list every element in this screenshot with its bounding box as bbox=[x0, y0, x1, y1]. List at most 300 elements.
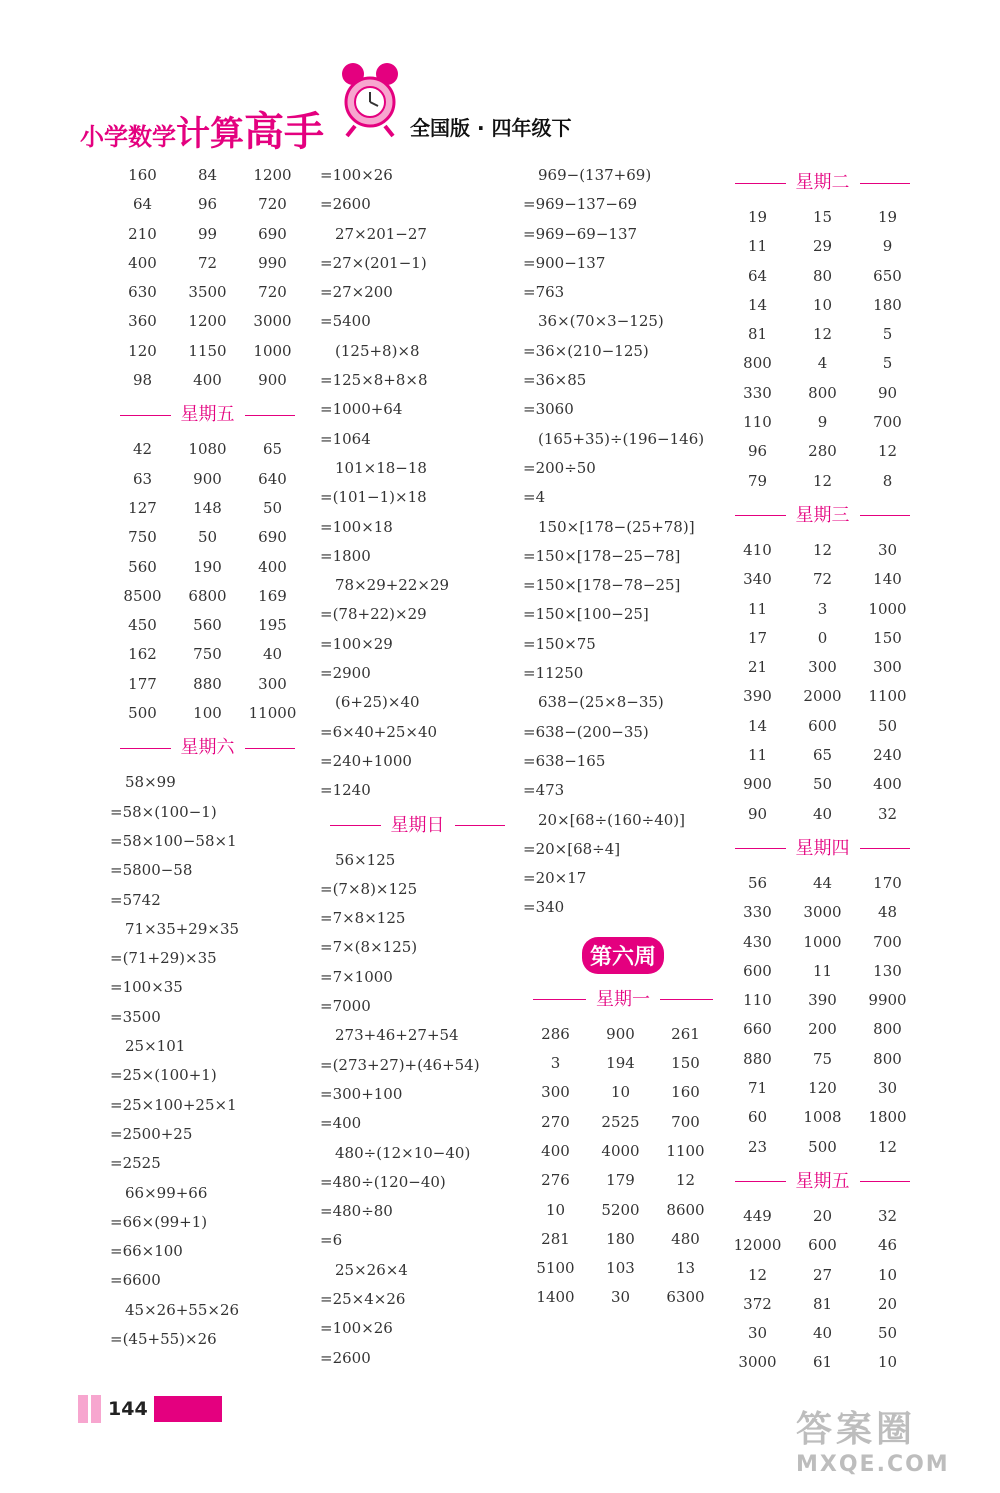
answer-value: 60 bbox=[747, 1108, 768, 1127]
answer-value: 148 bbox=[193, 498, 222, 517]
answer-value: 110 bbox=[743, 413, 772, 432]
answer-value: 500 bbox=[808, 1137, 837, 1156]
answer-row bbox=[725, 536, 920, 565]
answer-value: 700 bbox=[873, 413, 902, 432]
calculation-step: =473 bbox=[523, 781, 565, 800]
answer-value: 560 bbox=[193, 616, 222, 635]
answer-value: 120 bbox=[128, 341, 157, 360]
answer-value: 170 bbox=[873, 873, 902, 892]
answer-value: 12 bbox=[812, 325, 833, 344]
answer-row bbox=[725, 741, 920, 770]
calculation-expression: 638−(25×8−35) bbox=[538, 693, 664, 712]
calculation-step: =6×40+25×40 bbox=[320, 722, 438, 741]
answer-value: 63 bbox=[132, 469, 153, 488]
answer-value: 10 bbox=[610, 1083, 631, 1102]
calculation-step: =638−165 bbox=[523, 751, 606, 770]
page-number: 144 bbox=[108, 1398, 148, 1420]
answer-value: 600 bbox=[808, 716, 837, 735]
answer-row bbox=[725, 408, 920, 437]
column-2 bbox=[320, 161, 515, 1373]
calculation-expression: 56×125 bbox=[335, 850, 396, 869]
watermark-url: MXQE.COM bbox=[796, 1452, 950, 1477]
answer-value: 64 bbox=[747, 266, 768, 285]
answer-value: 330 bbox=[743, 383, 772, 402]
answer-row bbox=[523, 1020, 723, 1049]
answer-row bbox=[523, 1108, 723, 1137]
answer-value: 5100 bbox=[536, 1259, 575, 1278]
calculation-step: =36×85 bbox=[523, 371, 587, 390]
answer-value: 450 bbox=[128, 616, 157, 635]
answer-value: 32 bbox=[877, 804, 898, 823]
answer-value: 300 bbox=[541, 1083, 570, 1102]
calculation-step: =7×8×125 bbox=[320, 909, 406, 928]
answer-value: 80 bbox=[812, 266, 833, 285]
answer-value: 400 bbox=[258, 557, 287, 576]
answer-row bbox=[110, 553, 305, 582]
answer-value: 90 bbox=[747, 804, 768, 823]
answer-row bbox=[725, 1133, 920, 1162]
answer-value: 3 bbox=[550, 1054, 561, 1073]
answer-value: 11000 bbox=[248, 704, 297, 723]
calculation-step: =638−(200−35) bbox=[523, 722, 649, 741]
answer-value: 162 bbox=[128, 645, 157, 664]
answer-grid bbox=[523, 1020, 723, 1313]
answer-value: 84 bbox=[197, 166, 218, 184]
answer-value: 9900 bbox=[868, 991, 907, 1010]
brand-part-a: 小学数学 bbox=[80, 123, 176, 151]
answer-value: 640 bbox=[258, 469, 287, 488]
answer-value: 1080 bbox=[188, 440, 227, 459]
answer-row bbox=[725, 986, 920, 1015]
answer-value: 11 bbox=[747, 746, 768, 765]
footer-bar bbox=[91, 1395, 101, 1423]
answer-value: 240 bbox=[873, 746, 902, 765]
answer-value: 20 bbox=[812, 1206, 833, 1225]
answer-value: 900 bbox=[606, 1024, 635, 1043]
answer-grid bbox=[725, 1202, 920, 1378]
answer-row bbox=[725, 1290, 920, 1319]
answer-value: 270 bbox=[541, 1112, 570, 1131]
calculation-expression: 27×201−27 bbox=[335, 224, 427, 243]
answer-row bbox=[725, 712, 920, 741]
answer-value: 600 bbox=[808, 1236, 837, 1255]
answer-value: 6300 bbox=[666, 1288, 705, 1307]
answer-row bbox=[725, 203, 920, 232]
answer-value: 65 bbox=[262, 440, 283, 459]
calculation-step: =2900 bbox=[320, 664, 371, 683]
answer-value: 1150 bbox=[188, 341, 227, 360]
answer-value: 1000 bbox=[868, 599, 907, 618]
calculation-step: =2500+25 bbox=[110, 1124, 193, 1143]
answer-value: 690 bbox=[258, 528, 287, 547]
calculation-step: =1240 bbox=[320, 781, 371, 800]
answer-value: 40 bbox=[812, 804, 833, 823]
answer-value: 300 bbox=[258, 674, 287, 693]
answer-value: 150 bbox=[671, 1054, 700, 1073]
answer-row bbox=[110, 249, 305, 278]
answer-row bbox=[725, 800, 920, 829]
answer-grid bbox=[725, 869, 920, 1162]
answer-row bbox=[110, 278, 305, 307]
answer-value: 195 bbox=[258, 616, 287, 635]
answer-row bbox=[725, 957, 920, 986]
calculation-step: =969−69−137 bbox=[523, 224, 638, 243]
answer-row bbox=[725, 467, 920, 496]
answer-value: 4 bbox=[817, 354, 828, 373]
calculation-step: =1000+64 bbox=[320, 400, 403, 419]
answer-value: 12 bbox=[675, 1171, 696, 1190]
calculation-step: =5742 bbox=[110, 890, 161, 909]
calculation-list bbox=[320, 846, 515, 1373]
answer-value: 700 bbox=[671, 1112, 700, 1131]
answer-value: 72 bbox=[197, 253, 218, 272]
calculation-step: =58×(100−1) bbox=[110, 802, 217, 821]
answer-value: 12000 bbox=[733, 1236, 782, 1255]
calculation-step: =1064 bbox=[320, 429, 371, 448]
calculation-list bbox=[320, 161, 515, 806]
answer-value: 480 bbox=[671, 1229, 700, 1248]
answer-value: 29 bbox=[812, 237, 833, 256]
answer-row bbox=[523, 1137, 723, 1166]
answer-value: 2525 bbox=[601, 1112, 640, 1131]
answer-row bbox=[110, 161, 305, 190]
answer-row bbox=[110, 307, 305, 336]
answer-row bbox=[110, 337, 305, 366]
week-badge: 第六周 bbox=[523, 937, 723, 974]
answer-value: 360 bbox=[128, 312, 157, 331]
answer-value: 1100 bbox=[666, 1141, 705, 1160]
answer-value: 65 bbox=[812, 746, 833, 765]
calculation-step: =11250 bbox=[523, 664, 584, 683]
calculation-step: =27×200 bbox=[320, 283, 393, 302]
answer-row bbox=[110, 523, 305, 552]
answer-value: 5 bbox=[882, 354, 893, 373]
answer-value: 1800 bbox=[868, 1108, 907, 1127]
answer-value: 8600 bbox=[666, 1200, 705, 1219]
calculation-step: =400 bbox=[320, 1114, 362, 1133]
answer-value: 300 bbox=[808, 658, 837, 677]
answer-value: 340 bbox=[743, 570, 772, 589]
answer-value: 81 bbox=[812, 1294, 833, 1313]
answer-value: 1000 bbox=[803, 932, 842, 951]
calculation-step: =100×26 bbox=[320, 166, 393, 184]
calculation-step: =25×100+25×1 bbox=[110, 1095, 237, 1114]
answer-value: 160 bbox=[128, 166, 157, 184]
answer-value: 372 bbox=[743, 1294, 772, 1313]
answer-value: 27 bbox=[812, 1265, 833, 1284]
answer-row bbox=[725, 1348, 920, 1377]
calculation-step: =27×(201−1) bbox=[320, 253, 427, 272]
answer-value: 8500 bbox=[123, 586, 162, 605]
edition-label: 全国版 · 四年级下 bbox=[410, 116, 572, 140]
section-header-tuesday: 星期二 bbox=[725, 163, 920, 203]
calculation-step: =340 bbox=[523, 898, 565, 917]
answer-value: 56 bbox=[747, 873, 768, 892]
answer-value: 390 bbox=[743, 687, 772, 706]
calculation-step: =5800−58 bbox=[110, 861, 193, 880]
answer-value: 42 bbox=[132, 440, 153, 459]
calculation-step: =(101−1)×18 bbox=[320, 488, 427, 507]
answer-value: 281 bbox=[541, 1229, 570, 1248]
answer-value: 110 bbox=[743, 991, 772, 1010]
answer-value: 800 bbox=[873, 1020, 902, 1039]
answer-value: 130 bbox=[873, 961, 902, 980]
answer-row bbox=[110, 465, 305, 494]
answer-value: 75 bbox=[812, 1049, 833, 1068]
answer-row bbox=[110, 640, 305, 669]
answer-value: 5 bbox=[882, 325, 893, 344]
alarm-clock-mascot-icon bbox=[335, 60, 405, 140]
answer-value: 400 bbox=[193, 371, 222, 390]
calculation-expression: 45×26+55×26 bbox=[125, 1300, 240, 1319]
answer-row bbox=[725, 869, 920, 898]
calculation-step: =7×1000 bbox=[320, 967, 393, 986]
answer-value: 390 bbox=[808, 991, 837, 1010]
answer-value: 880 bbox=[193, 674, 222, 693]
calculation-step: =25×(100+1) bbox=[110, 1066, 217, 1085]
calculation-step: =20×[68÷4] bbox=[523, 839, 621, 858]
answer-value: 180 bbox=[873, 295, 902, 314]
answer-value: 14 bbox=[747, 295, 768, 314]
answer-value: 61 bbox=[812, 1353, 833, 1372]
answer-value: 23 bbox=[747, 1137, 768, 1156]
calculation-step: =6 bbox=[320, 1231, 343, 1250]
answer-value: 160 bbox=[671, 1083, 700, 1102]
answer-value: 50 bbox=[812, 775, 833, 794]
calculation-step: =150×[178−25−78] bbox=[523, 546, 681, 565]
answer-value: 2000 bbox=[803, 687, 842, 706]
answer-value: 660 bbox=[743, 1020, 772, 1039]
calculation-expression: 150×[178−(25+78)] bbox=[538, 517, 695, 536]
calculation-step: =(7×8)×125 bbox=[320, 879, 418, 898]
calculation-step: =7×(8×125) bbox=[320, 938, 418, 957]
answer-value: 880 bbox=[743, 1049, 772, 1068]
answer-row bbox=[725, 1202, 920, 1231]
calculation-step: =480÷80 bbox=[320, 1202, 393, 1221]
answer-value: 560 bbox=[128, 557, 157, 576]
answer-value: 280 bbox=[808, 442, 837, 461]
calculation-step: =25×4×26 bbox=[320, 1289, 406, 1308]
calculation-step: =5400 bbox=[320, 312, 371, 331]
answer-value: 179 bbox=[606, 1171, 635, 1190]
answer-value: 50 bbox=[197, 528, 218, 547]
answer-value: 1200 bbox=[253, 166, 292, 184]
calculation-step: =(71+29)×35 bbox=[110, 949, 217, 968]
calculation-step: =20×17 bbox=[523, 869, 587, 888]
answer-row bbox=[523, 1166, 723, 1195]
answer-value: 15 bbox=[812, 208, 833, 226]
answer-value: 700 bbox=[873, 932, 902, 951]
calculation-expression: 25×26×4 bbox=[335, 1260, 408, 1279]
answer-row bbox=[725, 928, 920, 957]
answer-value: 286 bbox=[541, 1024, 570, 1043]
answer-grid bbox=[110, 161, 305, 395]
section-header-thursday: 星期四 bbox=[725, 829, 920, 869]
answer-value: 30 bbox=[747, 1324, 768, 1343]
answer-value: 20 bbox=[877, 1294, 898, 1313]
calculation-step: =100×35 bbox=[110, 978, 183, 997]
column-4 bbox=[725, 163, 920, 1378]
answer-value: 50 bbox=[262, 498, 283, 517]
answer-row bbox=[725, 262, 920, 291]
answer-value: 21 bbox=[747, 658, 768, 677]
answer-value: 3000 bbox=[253, 312, 292, 331]
calculation-step: =240+1000 bbox=[320, 751, 412, 770]
answer-row bbox=[725, 595, 920, 624]
column-3 bbox=[523, 161, 723, 1313]
answer-value: 11 bbox=[747, 599, 768, 618]
answer-value: 30 bbox=[877, 540, 898, 559]
answer-value: 30 bbox=[877, 1079, 898, 1098]
answer-value: 800 bbox=[808, 383, 837, 402]
answer-value: 410 bbox=[743, 540, 772, 559]
brand-part-b: 计算 bbox=[176, 114, 244, 154]
calculation-list bbox=[523, 161, 723, 923]
answer-value: 120 bbox=[808, 1079, 837, 1098]
answer-row bbox=[110, 220, 305, 249]
section-header-sunday: 星期日 bbox=[320, 806, 515, 846]
calculation-step: =200÷50 bbox=[523, 458, 596, 477]
answer-value: 600 bbox=[743, 961, 772, 980]
calculation-expression: 66×99+66 bbox=[125, 1183, 208, 1202]
answer-value: 103 bbox=[606, 1259, 635, 1278]
answer-row bbox=[725, 379, 920, 408]
answer-value: 800 bbox=[743, 354, 772, 373]
answer-value: 98 bbox=[132, 371, 153, 390]
calculation-expression: 20×[68÷(160÷40)] bbox=[538, 810, 686, 829]
answer-row bbox=[523, 1078, 723, 1107]
answer-value: 900 bbox=[743, 775, 772, 794]
calculation-expression: 36×(70×3−125) bbox=[538, 312, 664, 331]
answer-value: 169 bbox=[258, 586, 287, 605]
answer-value: 100 bbox=[193, 704, 222, 723]
answer-value: 3500 bbox=[188, 283, 227, 302]
answer-value: 300 bbox=[873, 658, 902, 677]
calculation-expression: 273+46+27+54 bbox=[335, 1026, 459, 1045]
answer-value: 177 bbox=[128, 674, 157, 693]
answer-value: 79 bbox=[747, 471, 768, 490]
footer-accent-block bbox=[154, 1396, 222, 1422]
answer-value: 800 bbox=[873, 1049, 902, 1068]
answer-value: 12 bbox=[877, 442, 898, 461]
answer-value: 99 bbox=[197, 224, 218, 243]
answer-value: 19 bbox=[747, 208, 768, 226]
answer-value: 40 bbox=[812, 1324, 833, 1343]
answer-value: 9 bbox=[817, 413, 828, 432]
answer-row bbox=[725, 320, 920, 349]
calculation-step: =6600 bbox=[110, 1271, 161, 1290]
answer-value: 40 bbox=[262, 645, 283, 664]
answer-value: 12 bbox=[812, 471, 833, 490]
calculation-step: =100×26 bbox=[320, 1319, 393, 1338]
calculation-step: =2525 bbox=[110, 1154, 161, 1173]
watermark-text: 答案圈 bbox=[796, 1409, 917, 1450]
answer-grid bbox=[725, 203, 920, 496]
answer-value: 5200 bbox=[601, 1200, 640, 1219]
calculation-list bbox=[110, 768, 305, 1354]
calculation-step: =2600 bbox=[320, 195, 371, 214]
calculation-step: =3060 bbox=[523, 400, 574, 419]
calculation-expression: 71×35+29×35 bbox=[125, 919, 240, 938]
calculation-expression: 78×29+22×29 bbox=[335, 576, 450, 595]
answer-value: 190 bbox=[193, 557, 222, 576]
answer-value: 210 bbox=[128, 224, 157, 243]
calculation-expression: 969−(137+69) bbox=[538, 166, 652, 184]
answer-row bbox=[523, 1254, 723, 1283]
answer-value: 1400 bbox=[536, 1288, 575, 1307]
calculation-step: =58×100−58×1 bbox=[110, 831, 237, 850]
answer-value: 11 bbox=[747, 237, 768, 256]
calculation-expression: (165+35)÷(196−146) bbox=[538, 429, 705, 448]
answer-row bbox=[725, 1045, 920, 1074]
answer-value: 449 bbox=[743, 1206, 772, 1225]
footer-bar bbox=[78, 1395, 88, 1423]
calculation-step: =100×29 bbox=[320, 634, 393, 653]
page-header bbox=[80, 60, 620, 155]
calculation-step: =969−137−69 bbox=[523, 195, 638, 214]
answer-value: 90 bbox=[877, 383, 898, 402]
calculation-step: =900−137 bbox=[523, 253, 606, 272]
answer-value: 261 bbox=[671, 1024, 700, 1043]
answer-value: 990 bbox=[258, 253, 287, 272]
answer-value: 14 bbox=[747, 716, 768, 735]
answer-row bbox=[725, 232, 920, 261]
answer-row bbox=[725, 653, 920, 682]
answer-row bbox=[725, 770, 920, 799]
calculation-step: =150×75 bbox=[523, 634, 596, 653]
answer-row bbox=[725, 437, 920, 466]
answer-value: 10 bbox=[545, 1200, 566, 1219]
answer-row bbox=[110, 190, 305, 219]
answer-value: 71 bbox=[747, 1079, 768, 1098]
answer-value: 900 bbox=[258, 371, 287, 390]
answer-value: 30 bbox=[610, 1288, 631, 1307]
answer-row bbox=[725, 565, 920, 594]
answer-value: 650 bbox=[873, 266, 902, 285]
answer-value: 11 bbox=[812, 961, 833, 980]
answer-row bbox=[110, 670, 305, 699]
answer-row bbox=[725, 1231, 920, 1260]
answer-value: 48 bbox=[877, 903, 898, 922]
answer-value: 6800 bbox=[188, 586, 227, 605]
answer-row bbox=[523, 1225, 723, 1254]
answer-value: 500 bbox=[128, 704, 157, 723]
answer-value: 12 bbox=[747, 1265, 768, 1284]
answer-value: 81 bbox=[747, 325, 768, 344]
answer-value: 3000 bbox=[803, 903, 842, 922]
answer-value: 17 bbox=[747, 628, 768, 647]
answer-value: 1100 bbox=[868, 687, 907, 706]
answer-value: 12 bbox=[877, 1137, 898, 1156]
answer-row bbox=[725, 898, 920, 927]
answer-row bbox=[523, 1283, 723, 1312]
calculation-step: =7000 bbox=[320, 997, 371, 1016]
calculation-step: =480÷(120−40) bbox=[320, 1172, 446, 1191]
calculation-step: =36×(210−125) bbox=[523, 341, 649, 360]
answer-value: 140 bbox=[873, 570, 902, 589]
calculation-step: =(78+22)×29 bbox=[320, 605, 427, 624]
section-header-wednesday: 星期三 bbox=[725, 496, 920, 536]
answer-value: 720 bbox=[258, 195, 287, 214]
answer-value: 44 bbox=[812, 873, 833, 892]
answer-value: 150 bbox=[873, 628, 902, 647]
answer-value: 3 bbox=[817, 599, 828, 618]
answer-row bbox=[523, 1049, 723, 1078]
section-header-friday-2: 星期五 bbox=[725, 1162, 920, 1202]
answer-value: 72 bbox=[812, 570, 833, 589]
answer-value: 330 bbox=[743, 903, 772, 922]
watermark-logo bbox=[796, 1401, 986, 1481]
